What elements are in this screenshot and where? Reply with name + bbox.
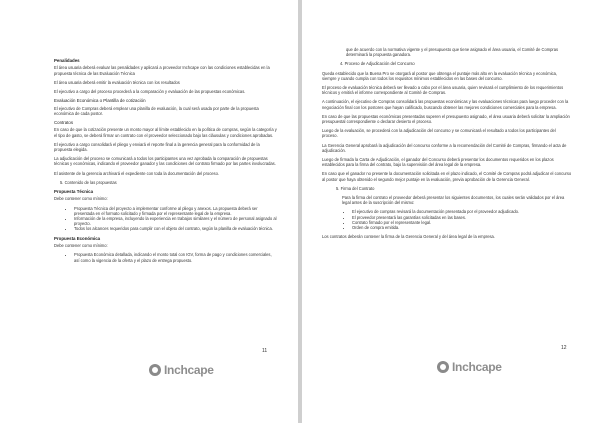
section-heading-penalidades: Penalidades [54,58,80,63]
numbered-item-text: Proceso de Adjudicación del Concurso [344,61,415,67]
list-item: • Orden de compra emitida. [352,225,572,230]
numbered-item-text: Contenido de las propuestas [64,179,117,185]
tech-proposal-intro: Debe contener como mínimo: [54,196,108,202]
inchcape-logo [437,360,502,374]
inchcape-logo-text: Inchcape [452,360,502,374]
numbered-item-number: 5. [336,185,340,191]
inchcape-logo-icon [149,364,161,376]
list-item: • Información de la empresa, incluyendo la experiencia en trabajos similares y el número de personal asignado al proyecto. [74,216,278,226]
paragraph: El ejecutivo de Compras deberá emplear una planilla de evaluación, la cual será usada por parte de la propuesta económica de cada postor. [54,105,259,116]
numbered-item [322,186,572,191]
list-item: • Todos los alcances requeridos para cumplir con el objeto del contrato, según la planilla de evaluación técnica. [74,226,278,231]
list-item: • El ejecutivo de compras revisará la documentación presentada por el proveedor adjudicado. [352,209,572,214]
paragraph: El ejecutivo a cargo consolidará el pliego y enviará el reporte final a la gerencia general para la conformidad de la propuesta elegida. [54,141,260,153]
paragraph: Para la firma del contrato el proveedor deberá presentar los siguientes documentos, los cuales serán validados por el área legal antes de la suscripción del mismo: [342,195,565,206]
numbered-item [322,61,572,66]
econ-proposal-heading: Propuesta Económica [54,235,101,241]
econ-proposal-intro: Debe contener como mínimo: [54,243,108,249]
list-item: • Propuesta Técnica del proyecto a implementar conforme al pliego y anexos. La propuesta deberá ser presentada en el formato solicitado y firmada por el representante legal de la empresa. [74,206,278,216]
left-page [0,0,298,423]
econ-proposal-list [54,252,278,262]
paragraph: Luego de firmada la Carta de Adjudicación, el ganador del Concurso deberá presentar los documentos requeridos en los plazos establecidos para la firma del contrato, bajo la supervisión del área legal de la empresa. [322,157,554,168]
paragraph: El área usuaria deberá evaluar las penalidades y aplicará a proveedor Inchcape con las condiciones establecidas en la propuesta técnica de las Evaluación Técnica [54,65,270,76]
paragraph: La Gerencia General aprobará la adjudicación del concurso conforme a la recomendación del Comité de Compras, firmando el acta de adjudicación. [322,142,567,153]
left-page-content [54,58,278,267]
contract-requirements-list [322,209,572,230]
paragraph: La adjudicación del proceso se comunicará a todos los participantes una vez aprobada la comparación de propuestas técnicas y económicas, indicando el proveedor ganador y las condiciones del contrato firmado por las partes involucradas. [54,156,276,167]
paragraph: Los contratos deberán contener la firma de la Gerencia General y del área legal de la empresa. [322,234,495,240]
section-heading-evaluacion-economica: Evaluación Económica o Plantilla de cotización [54,98,146,104]
list-item: • El proveedor presentará las garantías solicitadas en las bases. [352,215,572,220]
paragraph: Luego de la evaluación, se procederá con la adjudicación del concurso y se comunicará el resultado a todos los participantes del proceso. [322,128,556,139]
right-page [302,0,600,423]
tech-proposal-heading: Propuesta Técnica [54,189,94,195]
paragraph: En caso que el ganador no presente la documentación solicitada en el plazo indicado, el Comité de Compras podrá adjudicar el concurso al postor que haya obtenido el segundo mejor puntaje en la evaluación, previa aprobación de la Gerencia General. [322,171,572,182]
inchcape-logo-icon [437,361,449,373]
paragraph: En caso de que las propuestas económicas presentadas superen el presupuesto asignado, el área usuaria deberá solicitar la ampliación presupuestal correspondiente o declarar desierto el proceso. [322,113,570,125]
right-page-content [322,47,572,243]
numbered-item [54,180,278,185]
inchcape-logo-text: Inchcape [164,363,214,377]
tech-proposal-list [54,206,278,232]
numbered-item-text: Firma del Contrato [340,185,375,191]
paragraph: El área usuaria deberá emitir la evaluación técnica con los resultados [54,79,180,85]
page-number: 11 [262,348,268,354]
paragraph: El asistente de la gerencia archivará el expediente con toda la documentación del proceso. [54,170,219,176]
page-number: 12 [561,345,567,351]
list-item: • Propuesta Económica detallada, indicando el monto total con IGV, forma de pago y condiciones comerciales, así como la vigencia de la oferta y el plazo de entrega propuesto. [74,252,278,262]
paragraph: El proceso de evaluación técnica deberá ser llevado a cabo por el área usuaria, quien revisará el cumplimiento de los requerimientos técnicos y emitirá el informe correspondiente al Comité de Compras. [322,85,564,96]
paragraph: que de acuerdo con la normativa vigente y el presupuesto que tiene asignado el área usuaria, el Comité de Compras determinará la propuesta ganadora. [346,47,559,58]
paragraph: En caso de que la cotización presente un monto mayor al límite establecido en la política de compras, según la categoría y el tipo de gasto, se deberá firmar un contrato con el proveedor seleccionado bajo las cláusulas y condiciones aprobadas. [54,127,277,138]
paragraph: El ejecutivo a cargo del proceso procederá a la comparación y evaluación de las propuestas económicas. [54,89,246,95]
numbered-item-number: 5. [60,179,64,185]
paragraph: A continuación, el ejecutivo de Compras consolidará las propuestas económicas y las evaluaciones técnicas para luego proceder con la negociación final con los postores que hayan calificado, buscando obtener las mejores condiciones comerciales para la empresa. [322,99,569,110]
list-item: • Contrato firmado por el representante legal. [352,220,572,225]
paragraph: Queda establecido que la Buena Pro se otorgará al postor que obtenga el puntaje más alto en la evaluación técnica y económica, siempre y cuando cumpla con todos los requisitos mínimos establecidos en las bases del concurso. [322,70,558,81]
inchcape-logo [149,363,214,377]
numbered-item-number: 4. [340,61,344,67]
section-heading-contratos: Contratos [54,120,74,126]
